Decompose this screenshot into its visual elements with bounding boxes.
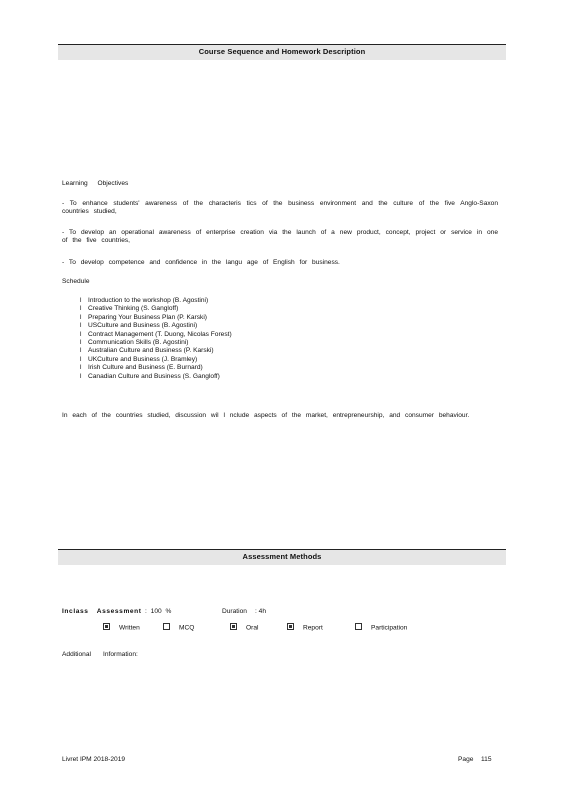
additional-information-label: Information: <box>103 651 138 658</box>
schedule-item: l Australian Culture and Business (P. Karski) <box>80 347 214 355</box>
method-mcq[interactable]: MCQ <box>163 624 194 631</box>
bullet-icon: l <box>80 355 82 363</box>
schedule-heading: Schedule <box>62 278 90 285</box>
footer-booklet-title: Livret IPM 2018-2019 <box>62 756 126 763</box>
schedule-closing-text: In each of the countries studied, discussion wil l nclude aspects of the market, entrepreneurship, and consumer behaviour. <box>62 412 470 419</box>
method-report[interactable]: Report <box>287 624 323 631</box>
additional-label: Additional <box>62 651 91 658</box>
bullet-icon: l <box>80 297 82 304</box>
objective-3: - To develop competence and confidence in the langu age of English for business. <box>62 259 340 266</box>
checkbox-icon[interactable] <box>103 623 110 630</box>
objective-1: - To enhance students' awareness of the characteris tics of the business environment and the culture of the five Anglo-Saxon countries studied, <box>62 200 498 215</box>
schedule-item: l Introduction to the workshop (B. Agostini) <box>80 297 209 304</box>
duration-value: : 4h <box>255 608 266 615</box>
schedule-list <box>80 297 232 381</box>
method-participation[interactable]: Participation <box>355 624 407 631</box>
schedule-item: l Communication Skills (B. Agostini) <box>80 339 189 347</box>
method-oral[interactable]: Oral <box>230 624 258 631</box>
bullet-icon: l <box>80 305 82 313</box>
footer-page-number: 115 <box>481 756 492 763</box>
objective-2: - To develop an operational awareness of enterprise creation via the launch of a new product, concept, project or service in one of the five countries, <box>62 229 498 244</box>
assessment-title: Assessment Methods <box>242 552 322 561</box>
checkbox-icon[interactable] <box>287 623 294 630</box>
schedule-item: l Preparing Your Business Plan (P. Karski) <box>80 313 207 321</box>
schedule-item: l UKCulture and Business (J. Bramley) <box>80 355 198 363</box>
bullet-icon: l <box>80 364 82 372</box>
course-sequence-header <box>58 44 506 60</box>
schedule-item: l Contract Management (T. Duong, Nicolas Forest) <box>80 330 232 338</box>
course-sequence-title: Course Sequence and Homework Description <box>198 47 366 56</box>
bullet-icon: l <box>80 339 82 347</box>
bullet-icon: l <box>80 347 82 355</box>
inclass-assessment-label: Inclass Assessment <box>62 608 142 615</box>
bullet-icon: l <box>80 322 82 330</box>
bullet-icon: l <box>80 372 82 380</box>
checkbox-icon[interactable] <box>230 623 237 630</box>
assessment-header <box>58 549 506 565</box>
schedule-item: l Creative Thinking (S. Gangloff) <box>80 305 179 313</box>
footer-page-label: Page <box>458 756 474 763</box>
bullet-icon: l <box>80 330 82 338</box>
method-written[interactable]: Written <box>103 624 140 631</box>
schedule-item: l Canadian Culture and Business (S. Gangloff) <box>80 372 220 380</box>
inclass-assessment-value: : 100 % <box>145 608 172 615</box>
duration-label: Duration <box>222 608 247 615</box>
bullet-icon: l <box>80 313 82 321</box>
checkbox-icon[interactable] <box>355 623 362 630</box>
learning-objectives-heading: Learning Objectives <box>62 180 129 187</box>
schedule-item: l Irish Culture and Business (E. Burnard) <box>80 364 203 372</box>
checkbox-icon[interactable] <box>163 623 170 630</box>
schedule-item: l USCulture and Business (B. Agostini) <box>80 322 198 330</box>
